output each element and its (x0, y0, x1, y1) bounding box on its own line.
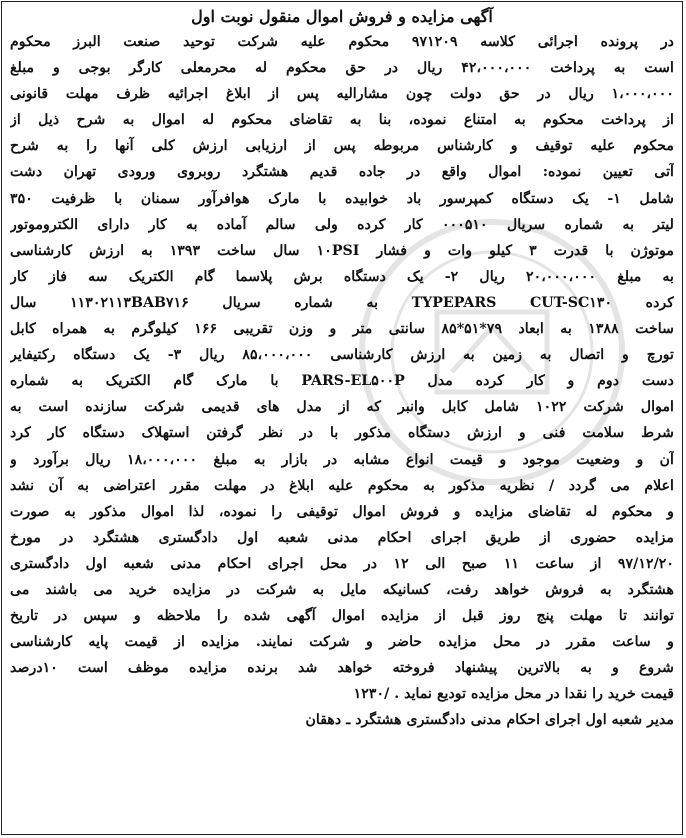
notice-line: ۱،۰۰۰،۰۰۰ ریال در حق دولت چون مشارالیه پس از ابلاغ اجرائیه ظرف مهلت قانونی (10, 86, 674, 103)
notice-line: هشتگرد به فروش خواهد رفت، کسانیکه مایل به شرکت در مزایده خرید می باشند می (10, 581, 674, 598)
notice-line: در پرونده اجرائی کلاسه ۹۷۱۲۰۹ محکوم علیه شرکت توحید صنعت البرز محکوم (10, 34, 674, 50)
notice-line: دست دوم و کار کرده مدل PARS-EL۵۰۰P با مارک گام الکتریک به شماره (10, 373, 674, 390)
notice-line: موتوژن با قدرت ۳ کیلو وات و فشار ۱۰PSI سال ساخت ۱۳۹۳ به ارزش کارشناسی (10, 242, 674, 259)
notice-line: لیتر به شماره سریال ۰۰۰۵۱۰ کار کرده ولی سالم آماده به کار دارای الکتروموتور (10, 216, 674, 233)
notice-line: ۹۷/۱۲/۲۰ از ساعت ۱۱ صبح الی ۱۲ در محل اجرای احکام مدنی شعبه اول دادگستری (10, 555, 674, 572)
notice-frame (1, 1, 683, 835)
notice-content (10, 6, 674, 733)
notice-line: اموال شرکت ۱۰۲۲ شامل کابل وانبر که از مدل های قدیمی شرکت سازنده است به (10, 399, 674, 416)
notice-line: و محکوم له تقاضای مزایده و فروش اموال توقیفی را نموده، لذا اموال مذکور به صورت (10, 503, 674, 520)
notice-line: شامل ۱- یک دستگاه کمپرسور باد خوابیده با مارک هوافرآور سمنان با ظرفیت ۳۵۰ (10, 190, 674, 207)
notice-line: آن و وضعیت موجود و قیمت انواع مشابه در بازار به مبلغ ۱۸،۰۰۰،۰۰۰ ریال برآورد و (10, 451, 674, 468)
notice-line: تورچ و اتصال به زمین به ارزش کارشناسی ۸۵،۰۰۰،۰۰۰ ریال ۳- یک دستگاه رکتیفایر (10, 347, 674, 364)
notice-line: کرده TYPEPARS CUT-SC۱۳۰ به شماره سریال ۱۱۳۰۲۱۱۳BAB۷۱۶ سال (10, 294, 674, 311)
notice-signature: مدیر شعبه اول اجرای احکام مدنی دادگستری هشتگرد ـ دهقان (305, 712, 674, 729)
notice-line: آتی تعیین نموده: اموال واقع در جاده قدیم هشتگرد روبروی ورودی تهران دشت (10, 164, 674, 181)
notice-line: و ساعت مقرر در محل مزایده حاضر و شرکت نمایند. مزایده از قیمت پایه کارشناسی (10, 634, 674, 651)
notice-line: است به پرداخت ۴۲،۰۰۰،۰۰۰ ریال در حق محکوم له محرمعلی کارگر بوجی و مبلغ (10, 60, 674, 77)
notice-line: توانند تا مهلت پنج روز قبل از مزایده اموال آگهی شده را ملاحظه و سپس در تاریخ (10, 608, 674, 625)
notice-line: به مبلغ ۲۰،۰۰۰،۰۰۰ ریال ۲- یک دستگاه برش پلاسما گام الکتریک سه فاز کار (10, 268, 674, 285)
notice-line: قیمت خرید را نقدا در محل مزایده تودیع نماید . /۱۲۳۰ (353, 686, 674, 703)
notice-line: محکوم علیه توقیف و کارشناس مربوطه پس از ارزیابی ارزش کلی آنها را به شرح (10, 138, 674, 155)
notice-line: ساخت ۱۳۸۸ به ابعاد ۷۹*۵۱*۸۵ سانتی متر و وزن تقریبی ۱۶۶ کیلوگرم به همراه کابل (10, 321, 674, 338)
notice-line: شروع و به بالاترین پیشنهاد فروخته خواهد شد برنده مزایده موظف است ۱۰درصد (10, 660, 674, 677)
notice-line: مزایده حضوری از طریق اجرای احکام مدنی شعبه اول دادگستری هشتگرد در مورخ (10, 529, 674, 546)
notice-title: آگهی مزایده و فروش اموال منقول نوبت اول (191, 7, 493, 26)
notice-line: اعلام می گردد / نظریه مذکور به محکوم علیه ابلاغ در مهلت مقرر اعتراضی به آن نشد (10, 477, 674, 494)
notice-body (10, 29, 674, 707)
notice-line: شرط سلامت فنی و ارزش دستگاه مذکور با در نظر گرفتن استهلاک دستگاه کار کرد (10, 425, 674, 442)
notice-line: از پرداخت محکوم به امتناع نموده، بنا به تقاضای محکوم له اموال به شرح ذیل از (10, 112, 674, 129)
